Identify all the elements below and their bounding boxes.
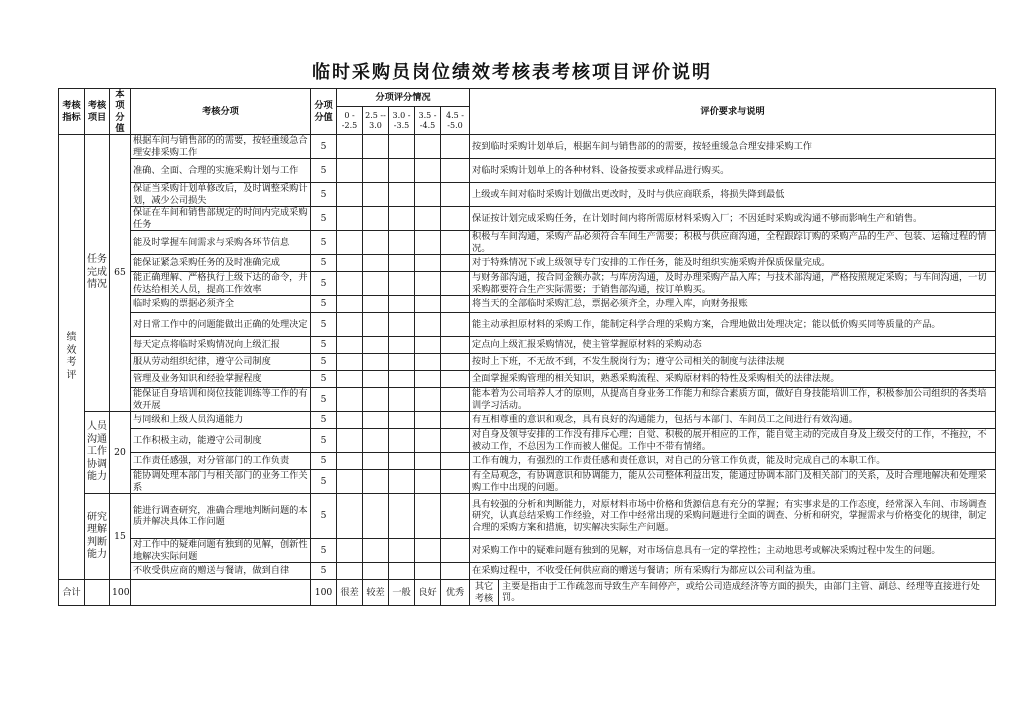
table-row	[59, 207, 996, 231]
rating-cell[interactable]	[415, 159, 441, 183]
sub-item: 管理及业务知识和经验掌握程度	[131, 371, 311, 388]
rating-cell[interactable]	[337, 494, 363, 539]
requirement-desc: 对临时采购计划单上的各种材料、设备按要求或样品进行购买。	[470, 159, 996, 183]
rating-cell[interactable]	[415, 207, 441, 231]
rating-range: 3.5 --4.5	[415, 107, 441, 135]
rating-cell[interactable]	[389, 371, 415, 388]
rating-cell[interactable]	[415, 255, 441, 272]
rating-cell[interactable]	[389, 453, 415, 470]
rating-cell[interactable]	[441, 470, 470, 494]
requirement-desc: 将当天的全部临时采购汇总，票据必须齐全，办理入库，向财务报账	[470, 296, 996, 313]
rating-cell[interactable]	[389, 412, 415, 429]
requirement-desc: 能本着为公司培养人才的原则，从提高自身业务工作能力和综合素质方面，做好自身技能培训工作，积极参加公司组织的各类培训学习活动。	[470, 388, 996, 412]
rating-cell[interactable]	[389, 231, 415, 255]
project-cell: 人员沟通工作协调能力	[85, 412, 110, 494]
rating-cell[interactable]	[337, 453, 363, 470]
sub-item: 能保证紧急采购任务的及时准确完成	[131, 255, 311, 272]
table-row	[59, 231, 996, 255]
sub-item: 保证当采购计划单修改后，及时调整采购计划，减少公司损失	[131, 183, 311, 207]
rating-cell[interactable]	[363, 296, 389, 313]
table-row	[59, 388, 996, 412]
rating-cell[interactable]	[363, 135, 389, 159]
total-label: 合计	[59, 580, 85, 606]
rating-cell[interactable]	[441, 135, 470, 159]
rating-cell[interactable]	[363, 207, 389, 231]
sub-score: 5	[311, 494, 337, 539]
rating-cell[interactable]	[363, 313, 389, 337]
sub-score: 5	[311, 563, 337, 580]
rating-cell[interactable]	[441, 453, 470, 470]
rating-cell[interactable]	[337, 563, 363, 580]
table-row	[59, 337, 996, 354]
table-row	[59, 135, 996, 159]
table-row	[59, 371, 996, 388]
rating-cell[interactable]	[363, 337, 389, 354]
header-item-score: 本项分值	[110, 89, 131, 135]
rating-cell[interactable]	[415, 429, 441, 453]
rating-cell[interactable]	[415, 272, 441, 296]
sub-score: 5	[311, 412, 337, 429]
rating-cell[interactable]	[363, 354, 389, 371]
rating-cell[interactable]	[441, 388, 470, 412]
table-row	[59, 255, 996, 272]
project-cell: 研究理解判断能力	[85, 494, 110, 580]
requirement-desc: 在采购过程中，不收受任何供应商的赠送与餐请；所有采购行为都应以公司利益为重。	[470, 563, 996, 580]
sub-score: 5	[311, 388, 337, 412]
sub-item: 与同级和上级人员沟通能力	[131, 412, 311, 429]
rating-range: 3.0 --3.5	[389, 107, 415, 135]
rating-cell[interactable]	[441, 494, 470, 539]
grade-label: 优秀	[441, 580, 470, 606]
rating-cell[interactable]	[415, 183, 441, 207]
sub-item: 工作积极主动，能遵守公司制度	[131, 429, 311, 453]
rating-cell[interactable]	[389, 272, 415, 296]
rating-cell[interactable]	[337, 231, 363, 255]
rating-cell[interactable]	[337, 272, 363, 296]
rating-cell[interactable]	[337, 337, 363, 354]
sub-score: 5	[311, 470, 337, 494]
rating-cell[interactable]	[337, 255, 363, 272]
rating-cell[interactable]	[337, 207, 363, 231]
sub-item: 能协调处理本部门与相关部门的业务工作关系	[131, 470, 311, 494]
requirement-desc: 定点向上级汇报采购情况，使主管掌握原材料的采购动态	[470, 337, 996, 354]
sub-score: 5	[311, 231, 337, 255]
sub-score: 5	[311, 183, 337, 207]
rating-cell[interactable]	[415, 296, 441, 313]
rating-cell[interactable]	[337, 159, 363, 183]
rating-range: 2.5 -- 3.0	[363, 107, 389, 135]
grade-label: 很差	[337, 580, 363, 606]
rating-cell[interactable]	[415, 337, 441, 354]
header-sub-score: 分项分值	[311, 89, 337, 135]
rating-cell[interactable]	[337, 135, 363, 159]
rating-cell[interactable]	[337, 354, 363, 371]
requirement-desc: 有互相尊重的意识和观念，具有良好的沟通能力，包括与本部门、车间员工之间进行有效沟通。	[470, 412, 996, 429]
requirement-desc: 与财务部沟通，按合同金额办款；与库房沟通，及时办理采购产品入库；与技术部沟通，严格按照规定采购；与车间沟通，一切采购都要符合生产实际需要；于销售部沟通，按订单购买。	[470, 272, 996, 296]
sub-score: 5	[311, 539, 337, 563]
rating-cell[interactable]	[441, 296, 470, 313]
rating-cell[interactable]	[363, 563, 389, 580]
rating-range: 0 --2.5	[337, 107, 363, 135]
requirement-desc: 上级或车间对临时采购计划做出更改时，及时与供应商联系，将损失降到最低	[470, 183, 996, 207]
rating-cell[interactable]	[389, 429, 415, 453]
table-row	[59, 539, 996, 563]
rating-cell[interactable]	[441, 231, 470, 255]
sub-score: 5	[311, 272, 337, 296]
rating-cell[interactable]	[363, 159, 389, 183]
requirement-desc: 按到临时采购计划单后，根据车间与销售部的的需要，按轻重缓急合理安排采购工作	[470, 135, 996, 159]
rating-cell[interactable]	[337, 296, 363, 313]
sub-item: 服从劳动组织纪律，遵守公司制度	[131, 354, 311, 371]
rating-cell[interactable]	[415, 539, 441, 563]
rating-cell[interactable]	[441, 371, 470, 388]
grade-label: 一般	[389, 580, 415, 606]
rating-cell[interactable]	[441, 539, 470, 563]
sub-item: 临时采购的票据必须齐全	[131, 296, 311, 313]
rating-cell[interactable]	[337, 412, 363, 429]
rating-cell[interactable]	[363, 183, 389, 207]
sub-score: 5	[311, 159, 337, 183]
sub-score: 5	[311, 453, 337, 470]
project-score: 20	[110, 412, 131, 494]
rating-cell[interactable]	[415, 354, 441, 371]
sub-score: 5	[311, 429, 337, 453]
page-title: 临时采购员岗位绩效考核表考核项目评价说明	[312, 62, 712, 83]
rating-cell[interactable]	[441, 272, 470, 296]
grade-label: 良好	[415, 580, 441, 606]
rating-cell[interactable]	[441, 429, 470, 453]
requirement-desc: 工作有魄力，有强烈的工作责任感和责任意识，对自己的分管工作负责，能及时完成自己的本职工作。	[470, 453, 996, 470]
rating-cell[interactable]	[415, 313, 441, 337]
sub-item: 保证在车间和销售部规定的时间内完成采购任务	[131, 207, 311, 231]
rating-cell[interactable]	[363, 371, 389, 388]
rating-cell[interactable]	[441, 159, 470, 183]
rating-cell[interactable]	[441, 563, 470, 580]
rating-range: 4.5 --5.0	[441, 107, 470, 135]
table-row	[59, 453, 996, 470]
rating-cell[interactable]	[363, 231, 389, 255]
header-sub-item: 考核分项	[131, 89, 311, 135]
rating-cell[interactable]	[337, 313, 363, 337]
requirement-desc: 对于特殊情况下或上级领导专门安排的工作任务，能及时组织实施采购并保质保量完成。	[470, 255, 996, 272]
other-desc: 主要是指由于工作疏忽而导致生产车间停产，或给公司造成经济等方面的损失，由部门主管、副总、经理等直接进行处罚。	[502, 581, 980, 604]
indicator-cell	[59, 135, 85, 580]
rating-cell[interactable]	[363, 494, 389, 539]
rating-cell[interactable]	[389, 313, 415, 337]
requirement-desc: 能主动承担原材料的采购工作，能制定科学合理的采购方案，合理地做出处理决定；能以低价购买同等质量的产品。	[470, 313, 996, 337]
rating-cell[interactable]	[337, 429, 363, 453]
table-row	[59, 354, 996, 371]
rating-cell[interactable]	[415, 135, 441, 159]
total-sub-score: 100	[311, 580, 337, 606]
rating-cell[interactable]	[441, 183, 470, 207]
rating-cell[interactable]	[337, 388, 363, 412]
table-row	[59, 272, 996, 296]
sub-score: 5	[311, 135, 337, 159]
rating-cell[interactable]	[389, 255, 415, 272]
table-row	[59, 313, 996, 337]
sub-item: 能进行调查研究，准确合理地判断问题的本质并解决具体工作问题	[131, 494, 311, 539]
rating-cell[interactable]	[337, 539, 363, 563]
project-score: 15	[110, 494, 131, 580]
table-row	[59, 183, 996, 207]
rating-cell[interactable]	[389, 539, 415, 563]
rating-cell[interactable]	[415, 494, 441, 539]
sub-item: 根据车间与销售部的的需要，按轻重缓急合理安排采购工作	[131, 135, 311, 159]
requirement-desc: 有全局观念，有协调意识和协调能力，能从公司整体利益出发，能通过协调本部门及相关部门的关系，及时合理地解决和处理采购工作中出现的问题。	[470, 470, 996, 494]
rating-cell[interactable]	[363, 255, 389, 272]
rating-cell[interactable]	[363, 388, 389, 412]
evaluation-table	[58, 88, 996, 606]
table-row	[59, 412, 996, 429]
table-row	[59, 429, 996, 453]
rating-cell[interactable]	[441, 337, 470, 354]
rating-cell[interactable]	[441, 354, 470, 371]
requirement-desc: 按时上下班，不无故不到，不发生脱岗行为；遵守公司相关的制度与法律法规	[470, 354, 996, 371]
rating-cell[interactable]	[363, 453, 389, 470]
rating-cell[interactable]	[363, 412, 389, 429]
sub-score: 5	[311, 296, 337, 313]
rating-cell[interactable]	[389, 563, 415, 580]
grade-label: 较差	[363, 580, 389, 606]
sub-score: 5	[311, 207, 337, 231]
other-label: 其它考核	[470, 580, 499, 605]
sub-item: 能及时掌握车间需求与采购各环节信息	[131, 231, 311, 255]
rating-cell[interactable]	[389, 159, 415, 183]
requirement-desc: 对自身及领导安排的工作没有排斥心理；自觉、积极的展开相应的工作，能自觉主动的完成自身及上级交付的工作，不拖拉，不被动工作，不总因为工作而被人催促。工作中不带有情绪。	[470, 429, 996, 453]
rating-cell[interactable]	[415, 231, 441, 255]
rating-cell[interactable]	[389, 494, 415, 539]
rating-cell[interactable]	[441, 255, 470, 272]
header-requirement: 评价要求与说明	[470, 89, 996, 135]
sub-item: 能正确理解、严格执行上级下达的命令，并传达给相关人员，提高工作效率	[131, 272, 311, 296]
rating-cell[interactable]	[415, 412, 441, 429]
rating-cell[interactable]	[441, 313, 470, 337]
rating-cell[interactable]	[363, 272, 389, 296]
rating-cell[interactable]	[389, 388, 415, 412]
rating-cell[interactable]	[415, 563, 441, 580]
total-row	[59, 580, 996, 606]
rating-cell[interactable]	[389, 207, 415, 231]
empty-cell	[131, 580, 311, 606]
rating-cell[interactable]	[389, 183, 415, 207]
rating-cell[interactable]	[415, 371, 441, 388]
project-score: 65	[110, 135, 131, 412]
rating-cell[interactable]	[415, 470, 441, 494]
sub-score: 5	[311, 255, 337, 272]
requirement-desc: 全面掌握采购管理的相关知识，熟悉采购流程、采购原材料的特性及采购相关的法律法规。	[470, 371, 996, 388]
rating-cell[interactable]	[337, 470, 363, 494]
rating-cell[interactable]	[363, 429, 389, 453]
rating-cell[interactable]	[389, 296, 415, 313]
sub-item: 不收受供应商的赠送与餐请，做到自律	[131, 563, 311, 580]
requirement-desc: 对采购工作中的疑难问题有独到的见解，对市场信息具有一定的掌控性；主动地思考或解决采购过程中发生的问题。	[470, 539, 996, 563]
table-row	[59, 563, 996, 580]
rating-cell[interactable]	[389, 337, 415, 354]
sub-item: 对工作中的疑难问题有独到的见解，创新性地解决实际问题	[131, 539, 311, 563]
rating-cell[interactable]	[441, 207, 470, 231]
requirement-desc: 具有较强的分析和判断能力，对原材料市场中价格和货源信息有充分的掌握；有实事求是的工作态度，经常深入车间、市场调查研究，认真总结采购工作经验，对工作中经常出现的采购问题进行全面的调查、分析和研究，掌握需求与价格变化的规律，制定合理的采购方案和措施，切实解决实际生产问题。	[470, 494, 996, 539]
sub-item: 每天定点将临时采购情况向上级汇报	[131, 337, 311, 354]
rating-cell[interactable]	[389, 470, 415, 494]
table-row	[59, 159, 996, 183]
project-cell: 任务完成情况	[85, 135, 110, 412]
requirement-desc: 保证按计划完成采购任务，在计划时间内将所需原材料采购入厂；不因延时采购或沟通不够而影响生产和销售。	[470, 207, 996, 231]
requirement-desc: 积极与车间沟通，采购产品必须符合车间生产需要；积极与供应商沟通，全程跟踪订购的采购产品的生产、包装、运输过程的情况。	[470, 231, 996, 255]
rating-cell[interactable]	[389, 135, 415, 159]
sub-score: 5	[311, 337, 337, 354]
table-row	[59, 296, 996, 313]
rating-cell[interactable]	[415, 453, 441, 470]
indicator-label: 绩效考评	[66, 332, 77, 381]
sub-item: 对日常工作中的问题能做出正确的处理决定	[131, 313, 311, 337]
other-cell	[470, 580, 996, 606]
rating-cell[interactable]	[337, 183, 363, 207]
rating-cell[interactable]	[363, 470, 389, 494]
sub-score: 5	[311, 371, 337, 388]
table-row	[59, 494, 996, 539]
rating-cell[interactable]	[441, 412, 470, 429]
rating-cell[interactable]	[363, 539, 389, 563]
header-project: 考核项目	[85, 89, 110, 135]
sub-item: 准确、全面、合理的实施采购计划与工作	[131, 159, 311, 183]
total-score: 100	[110, 580, 131, 606]
table-row	[59, 470, 996, 494]
rating-cell[interactable]	[337, 371, 363, 388]
header-indicator: 考核指标	[59, 89, 85, 135]
rating-cell[interactable]	[415, 388, 441, 412]
sub-item: 工作责任感强，对分管部门的工作负责	[131, 453, 311, 470]
rating-cell[interactable]	[389, 354, 415, 371]
empty-cell	[85, 580, 110, 606]
sub-score: 5	[311, 354, 337, 371]
sub-score: 5	[311, 313, 337, 337]
header-rating-group: 分项评分情况	[337, 89, 470, 107]
sub-item: 能保证自身培训和岗位技能训练等工作的有效开展	[131, 388, 311, 412]
